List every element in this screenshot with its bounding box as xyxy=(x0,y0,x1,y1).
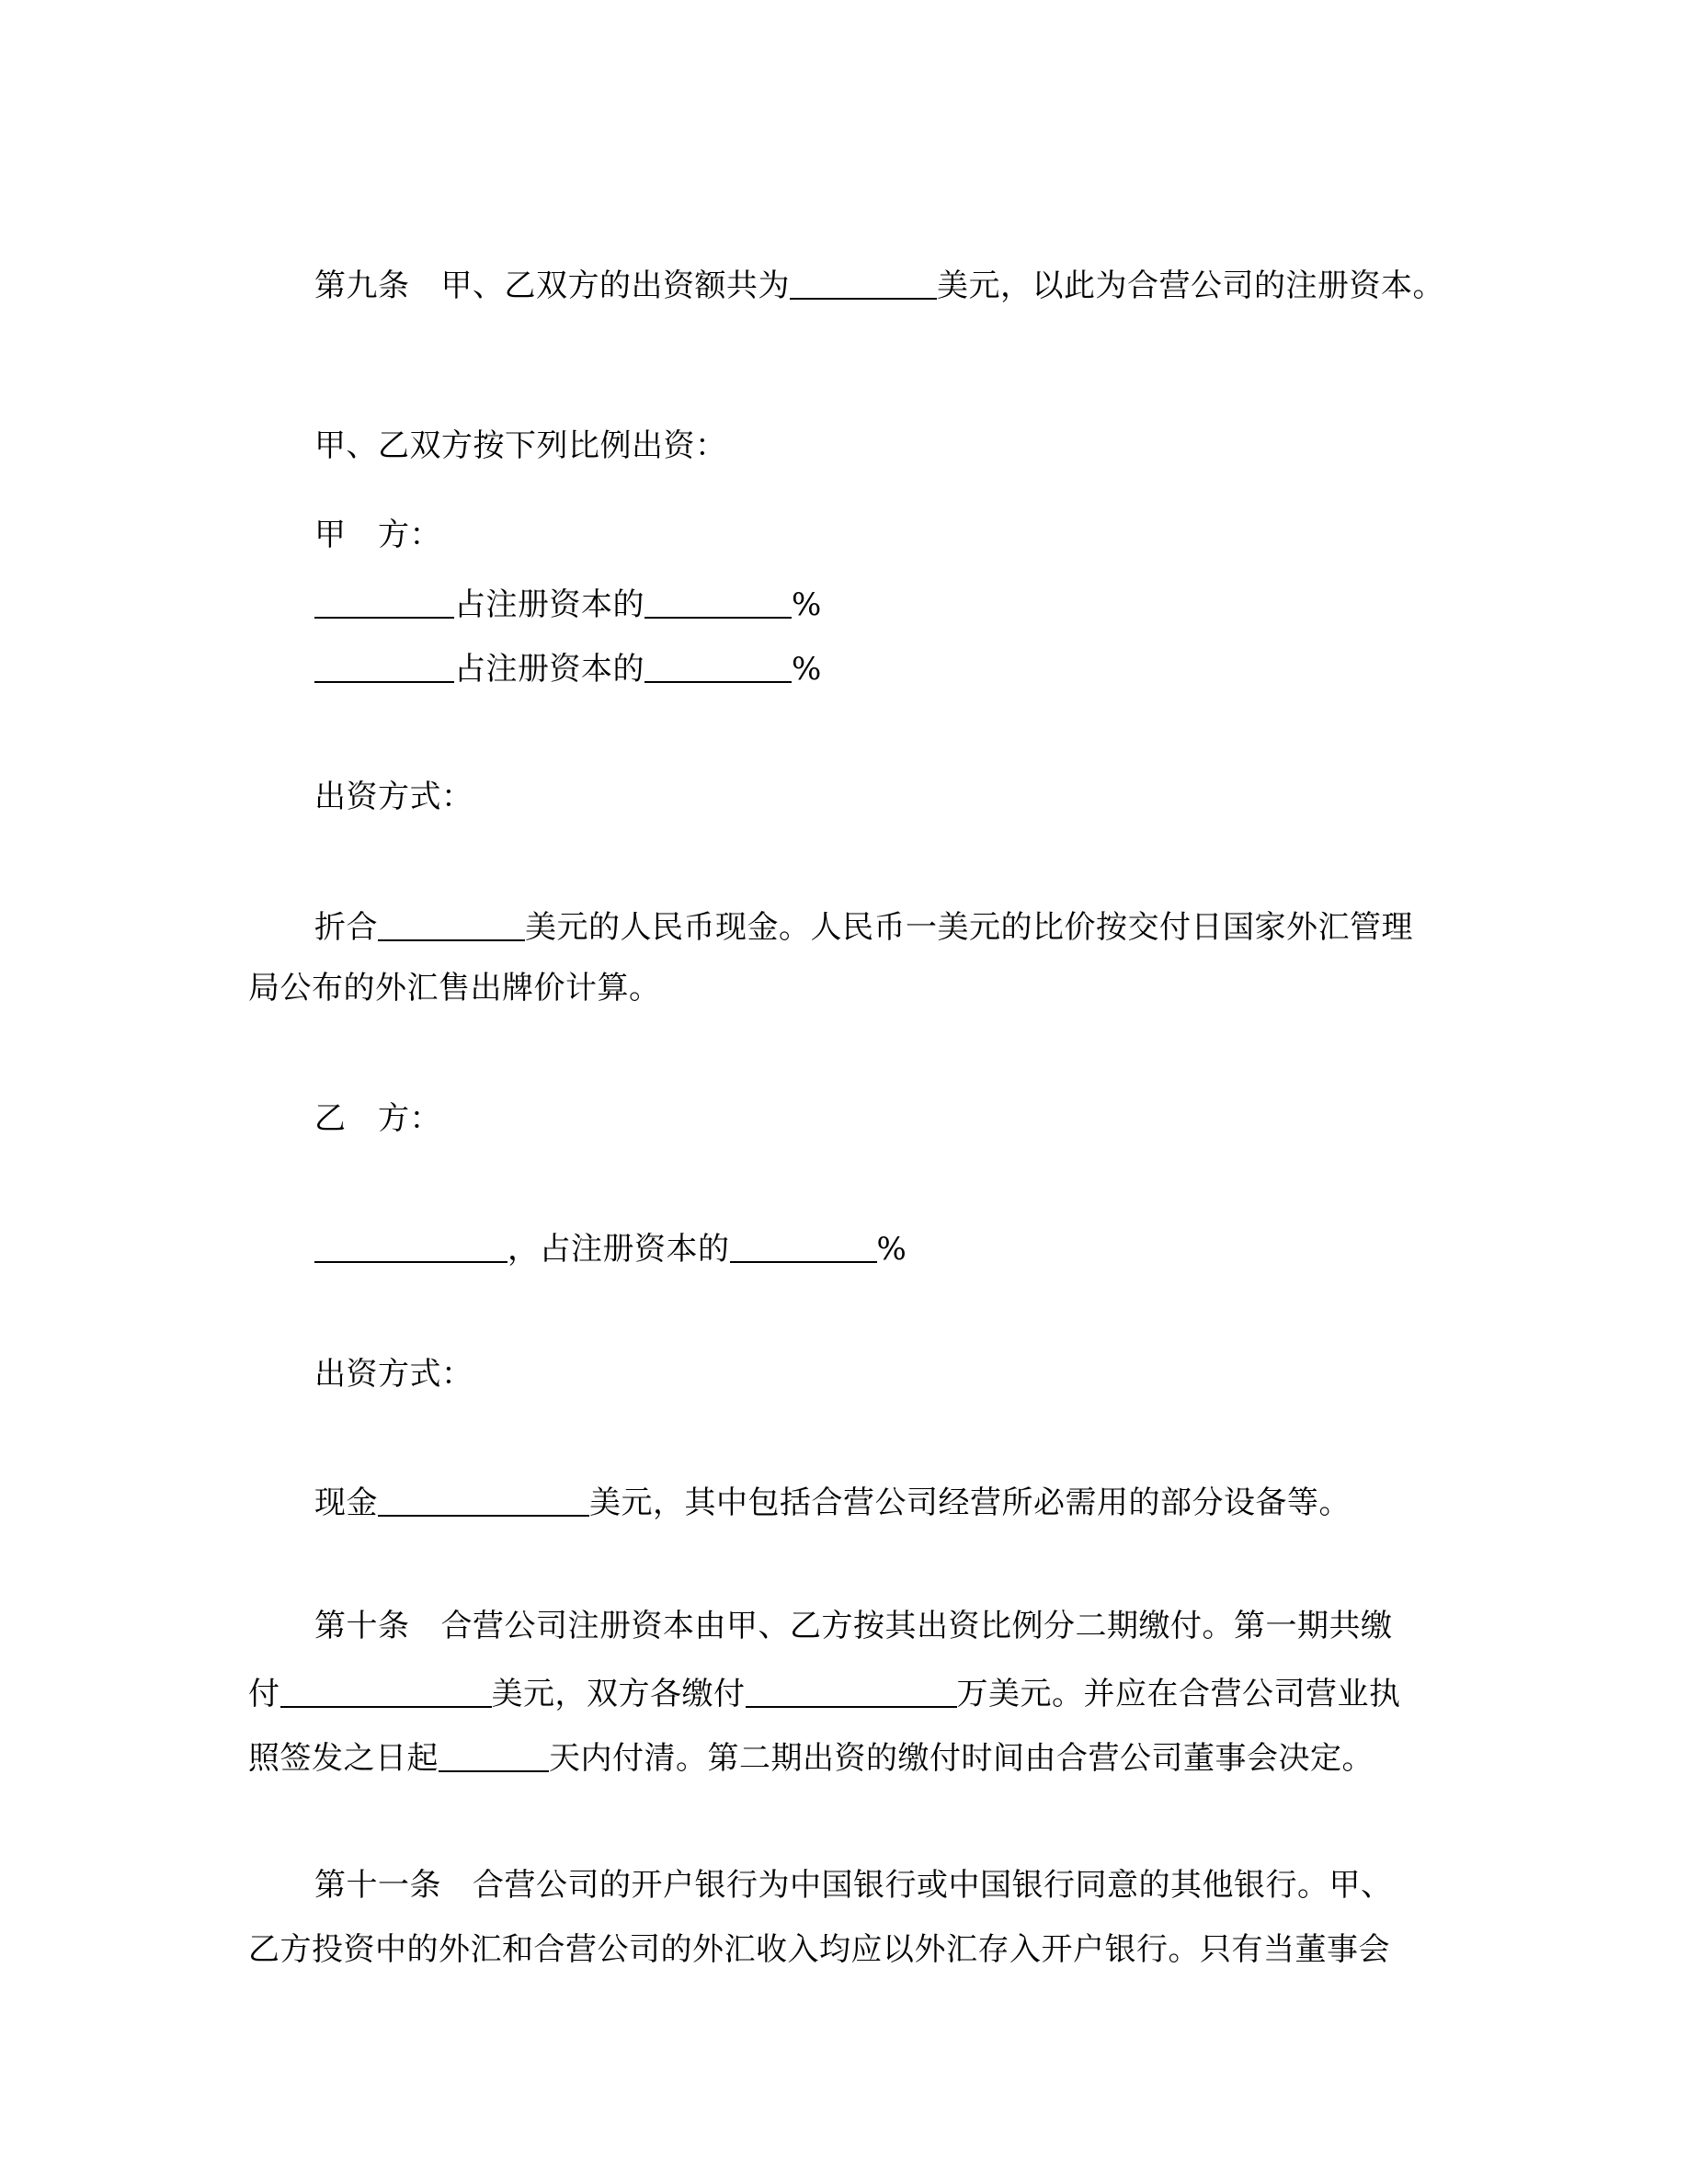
party-b-method-line xyxy=(314,1480,1351,1522)
party-a-amount-blank-1[interactable] xyxy=(314,586,454,619)
party-b-method-label: 出资方式： xyxy=(314,1356,473,1393)
article-10-line-2-mid: 美元，双方各缴付 xyxy=(491,1676,746,1712)
party-b-amount-blank[interactable] xyxy=(314,1230,508,1263)
party-a-method-line-2: 局公布的外汇售出牌价计算。 xyxy=(248,970,661,1007)
party-a-amount-blank-2[interactable] xyxy=(314,650,454,683)
party-a-label: 甲 方： xyxy=(314,517,441,553)
article-11-label: 第十一条 xyxy=(314,1867,441,1904)
party-a-row-1-mid: 占注册资本的 xyxy=(454,586,644,623)
ratio-intro: 甲、乙双方按下列比例出资： xyxy=(314,427,727,464)
article-9-text-end: 美元，以此为合营公司的注册资本。 xyxy=(937,267,1444,304)
article-10-line-3-start: 照签发之日起 xyxy=(248,1740,439,1777)
party-b-percent-blank[interactable] xyxy=(730,1230,877,1263)
party-a-method-end: 美元的人民币现金。人民币一美元的比价按交付日国家外汇管理 xyxy=(525,909,1413,946)
article-10-line-2 xyxy=(248,1671,1401,1713)
party-a-row-1-end: % xyxy=(792,586,822,623)
article-9-line xyxy=(314,263,1444,305)
party-b-method-start: 现金 xyxy=(314,1484,378,1521)
party-a-percent-blank-2[interactable] xyxy=(644,650,792,683)
party-a-method-label: 出资方式： xyxy=(314,779,473,815)
party-a-row-1 xyxy=(314,582,822,624)
party-a-usd-blank[interactable] xyxy=(378,908,525,941)
article-10-line-3-end: 天内付清。第二期出资的缴付时间由合营公司董事会决定。 xyxy=(549,1740,1374,1777)
party-b-row-mid: ，占注册资本的 xyxy=(508,1231,730,1268)
article-11-line-1 xyxy=(314,1866,1393,1905)
each-party-payment-blank[interactable] xyxy=(746,1675,957,1708)
article-11-line-1-text: 合营公司的开户银行为中国银行或中国银行同意的其他银行。甲、 xyxy=(473,1867,1393,1904)
article-10-line-2-end: 万美元。并应在合营公司营业执 xyxy=(956,1676,1401,1712)
registered-capital-blank[interactable] xyxy=(790,267,937,300)
party-a-row-2-end: % xyxy=(792,651,822,688)
article-10-line-1 xyxy=(314,1607,1393,1645)
party-a-method-line-1 xyxy=(314,904,1413,947)
party-b-method-end: 美元，其中包括合营公司经营所必需用的部分设备等。 xyxy=(589,1484,1351,1521)
article-11-line-2: 乙方投资中的外汇和合营公司的外汇收入均应以外汇存入开户银行。只有当董事会 xyxy=(248,1931,1390,1968)
party-a-percent-blank-1[interactable] xyxy=(644,586,792,619)
article-10-label: 第十条 xyxy=(314,1608,410,1644)
party-a-method-start: 折合 xyxy=(314,909,378,946)
article-10-line-2-start: 付 xyxy=(248,1676,280,1712)
article-9-label: 第九条 xyxy=(314,267,410,304)
party-b-row xyxy=(314,1226,907,1268)
article-10-line-1-text: 合营公司注册资本由甲、乙方按其出资比例分二期缴付。第一期共缴 xyxy=(440,1608,1393,1644)
party-b-row-end: % xyxy=(876,1231,907,1268)
article-10-line-3 xyxy=(248,1735,1374,1778)
party-a-row-2-mid: 占注册资本的 xyxy=(454,651,644,688)
article-9-text-start: 甲、乙双方的出资额共为 xyxy=(440,267,790,304)
party-a-row-2 xyxy=(314,646,822,688)
first-installment-blank[interactable] xyxy=(280,1675,492,1708)
days-blank[interactable] xyxy=(439,1739,549,1772)
party-b-cash-blank[interactable] xyxy=(378,1484,589,1517)
party-b-label: 乙 方： xyxy=(314,1100,441,1137)
